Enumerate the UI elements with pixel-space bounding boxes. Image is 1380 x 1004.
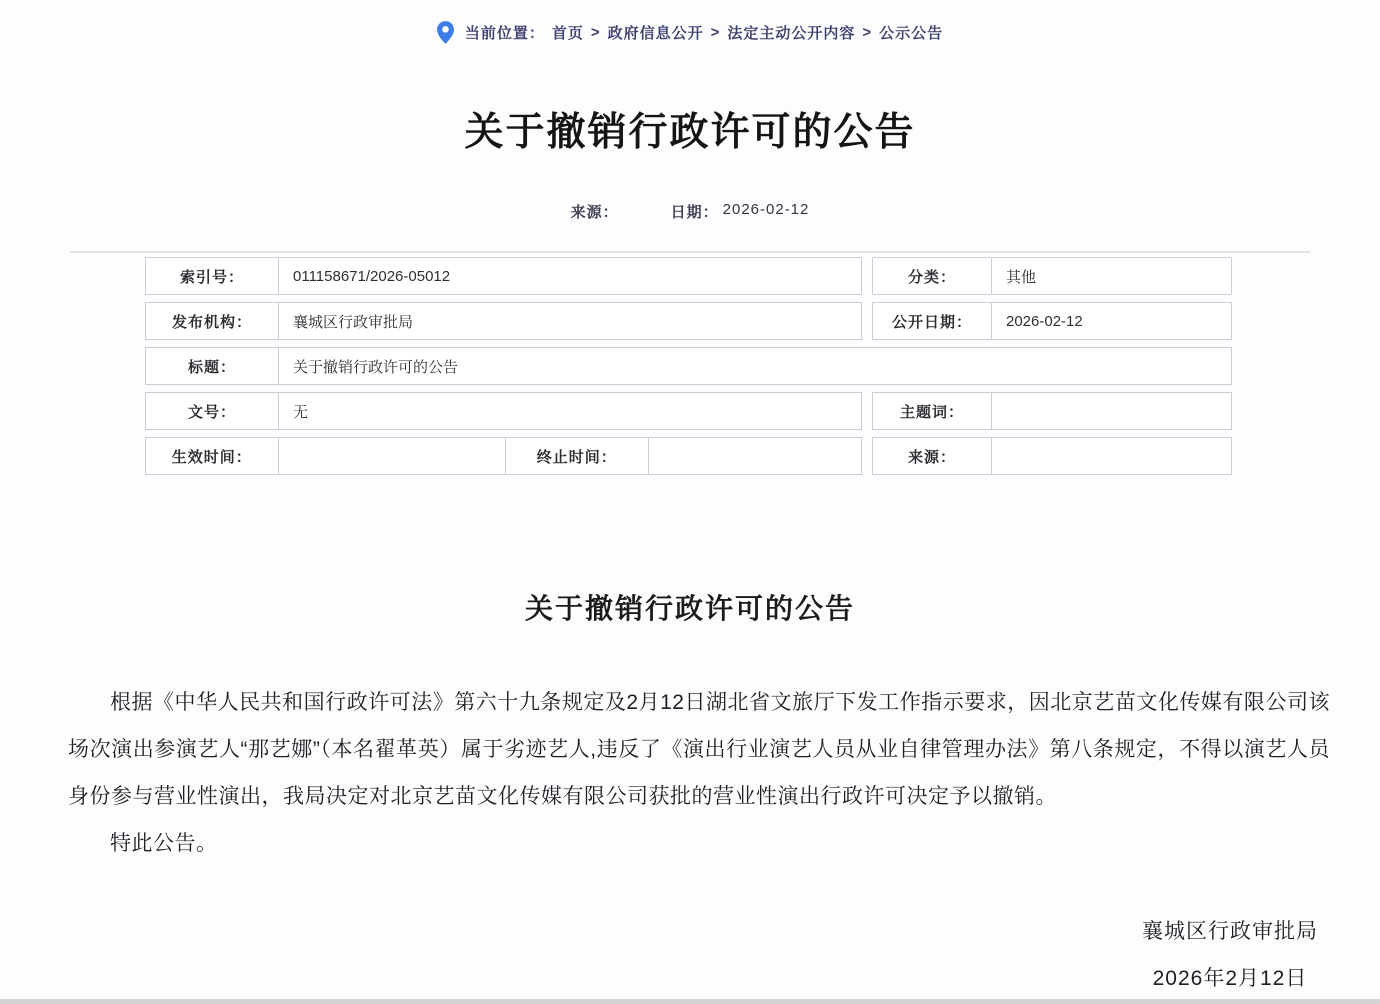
meta-expiry-value — [648, 438, 861, 474]
breadcrumb-link-public-notices[interactable]: 公示公告 — [879, 25, 944, 42]
meta-expiry-label: 终止时间： — [505, 438, 648, 474]
date-label: 日期： — [670, 204, 719, 221]
table-row — [145, 437, 1232, 475]
meta-effective-label: 生效时间： — [171, 448, 252, 466]
breadcrumb-link-home[interactable]: 首页 — [551, 25, 584, 42]
breadcrumb-separator: > — [710, 24, 721, 41]
meta-source-value — [991, 438, 1231, 474]
breadcrumb-separator: > — [590, 24, 601, 41]
breadcrumb-separator: > — [862, 24, 873, 41]
signature-date: 2026年2月12日 — [1152, 967, 1308, 990]
breadcrumb-label: 当前位置： — [464, 25, 545, 42]
breadcrumb-link-info-disclosure[interactable]: 政府信息公开 — [607, 25, 704, 42]
date-value: 2026-02-12 — [722, 201, 810, 218]
meta-pubdate-value: 2026-02-12 — [991, 303, 1231, 339]
meta-keywords-value — [991, 393, 1231, 429]
meta-title-label: 标题： — [187, 358, 236, 376]
table-row — [145, 257, 1232, 295]
source-date-line — [0, 201, 1380, 222]
meta-agency-value: 襄城区行政审批局 — [278, 303, 861, 339]
metadata-table — [145, 257, 1232, 475]
table-row — [145, 392, 1232, 430]
signature-block — [1142, 908, 1318, 1002]
signature-agency: 襄城区行政审批局 — [1142, 920, 1318, 943]
table-row — [145, 302, 1232, 340]
meta-category-label: 分类： — [907, 268, 956, 286]
meta-source-label: 来源： — [907, 448, 956, 466]
meta-category-value: 其他 — [991, 258, 1231, 294]
breadcrumb — [0, 0, 1380, 44]
breadcrumb-link-statutory-content[interactable]: 法定主动公开内容 — [727, 25, 856, 42]
bottom-edge-bar — [0, 999, 1380, 1004]
table-row — [145, 347, 1232, 385]
announcement-paragraph: 根据《中华人民共和国行政许可法》第六十九条规定及2月12日湖北省文旅厅下发工作指示要求，因北京艺苗文化传媒有限公司该场次演出参演艺人“那艺娜”（本名翟革英）属于劣迹艺人,违反了《演出行业演艺人员从业自律管理办法》第八条规定，不得以演艺人员身份参与营业性演出，我局决定对北京艺苗文化传媒有限公司获批的营业性演出行政许可决定予以撤销。 — [68, 691, 1330, 808]
meta-agency-label: 发布机构： — [171, 313, 252, 331]
meta-docno-value: 无 — [278, 393, 861, 429]
meta-docno-label: 文号： — [187, 403, 236, 421]
meta-index-value: 011158671/2026-05012 — [278, 258, 861, 294]
meta-effective-value — [278, 438, 505, 474]
page-title: 关于撤销行政许可的公告 — [464, 111, 916, 154]
meta-keywords-label: 主题词： — [899, 403, 964, 421]
announcement-paragraph: 特此公告。 — [110, 832, 218, 855]
meta-pubdate-label: 公开日期： — [891, 313, 972, 331]
location-pin-icon — [437, 21, 454, 44]
meta-title-value: 关于撤销行政许可的公告 — [278, 348, 1231, 384]
meta-index-label: 索引号： — [179, 268, 244, 286]
announcement-section-title: 关于撤销行政许可的公告 — [524, 593, 855, 624]
source-label: 来源： — [570, 204, 619, 221]
separator-line — [70, 251, 1310, 253]
announcement-body — [68, 679, 1330, 867]
